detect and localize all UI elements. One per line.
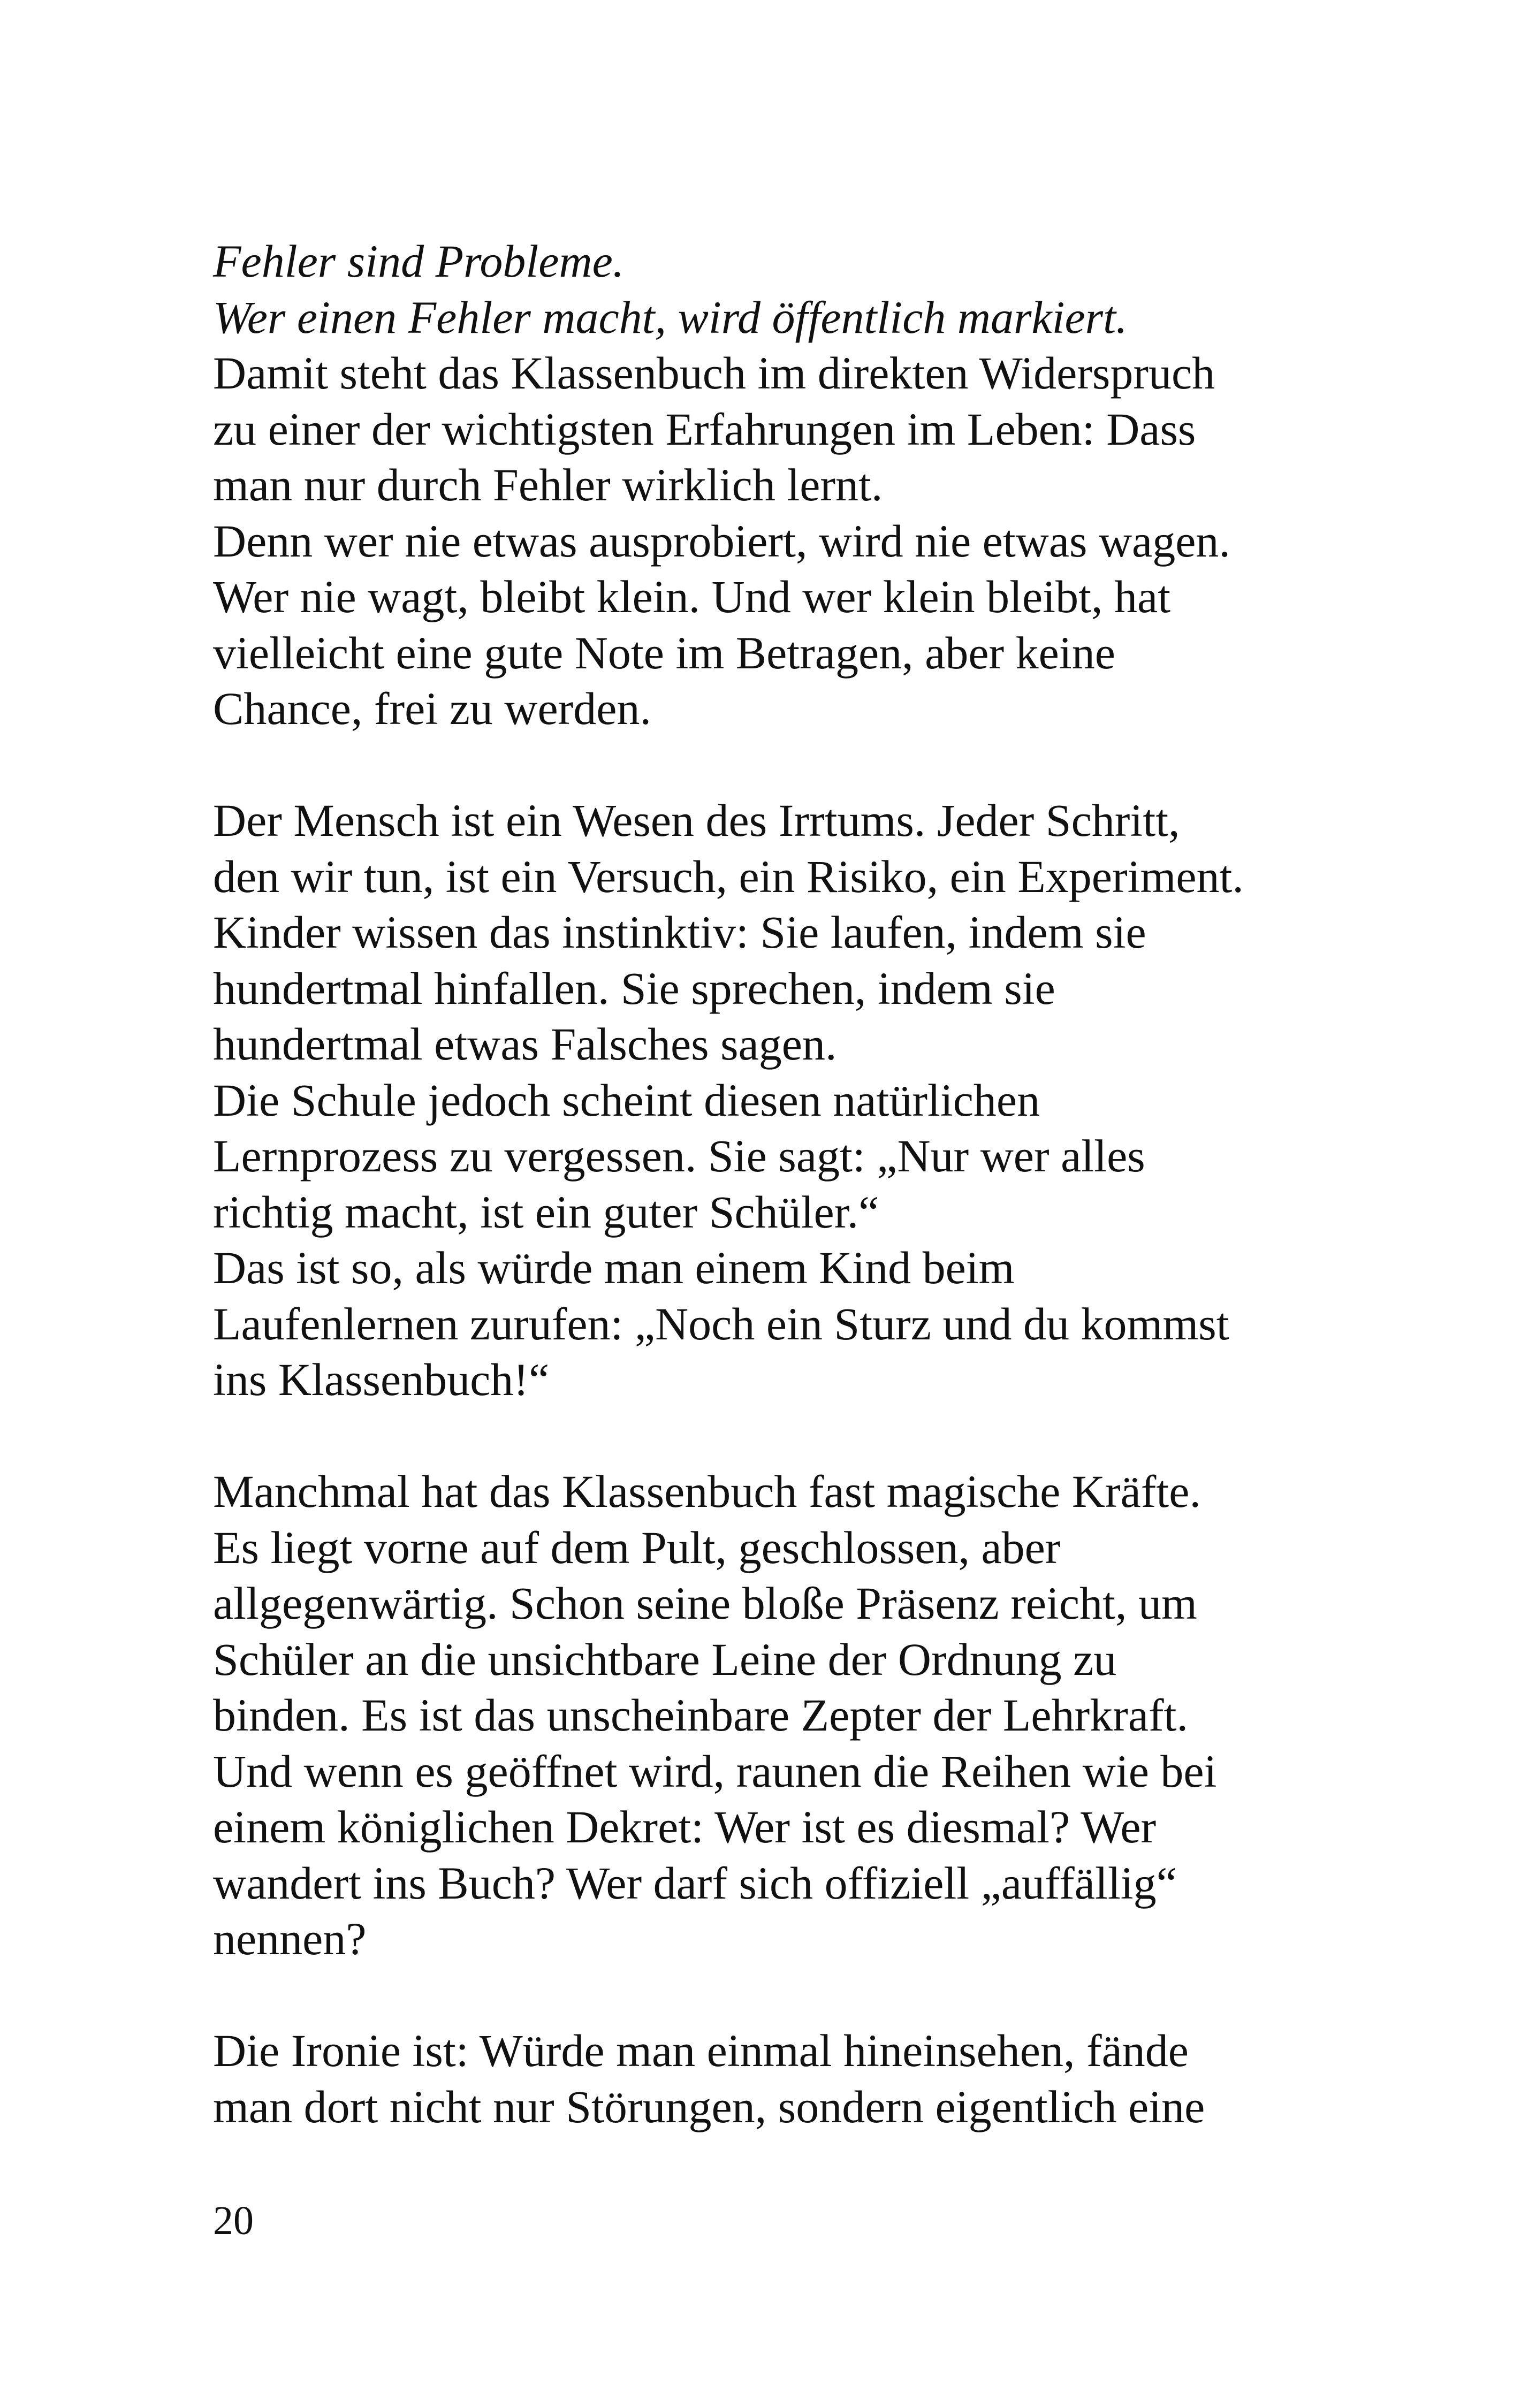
text-line: nennen? — [213, 1913, 367, 1964]
text-line: vielleicht eine gute Note im Betragen, aber keine — [213, 627, 1115, 679]
text-line: hundertmal etwas Falsches sagen. — [213, 1018, 837, 1070]
text-line: Chance, frei zu werden. — [213, 683, 651, 734]
text-line: Manchmal hat das Klassenbuch fast magische Kräfte. — [213, 1466, 1201, 1517]
text-line: den wir tun, ist ein Versuch, ein Risiko, ein Experiment. — [213, 850, 1244, 902]
text-line: Das ist so, als würde man einem Kind beim — [213, 1242, 1015, 1293]
text-line: Laufenlernen zurufen: „Noch ein Sturz und du kommst — [213, 1298, 1229, 1350]
text-line: binden. Es ist das unscheinbare Zepter der Lehrkraft. — [213, 1689, 1189, 1741]
text-line: Wer einen Fehler macht, wird öffentlich markiert. — [213, 291, 1128, 343]
text-line: Wer nie wagt, bleibt klein. Und wer klein bleibt, hat — [213, 571, 1171, 622]
text-line: zu einer der wichtigsten Erfahrungen im Leben: Dass — [213, 403, 1196, 455]
text-line: Und wenn es geöffnet wird, raunen die Reihen wie bei — [213, 1745, 1217, 1797]
body-text — [213, 233, 1337, 2135]
text-line: Der Mensch ist ein Wesen des Irrtums. Jeder Schritt, — [213, 795, 1180, 846]
text-line: einem königlichen Dekret: Wer ist es diesmal? Wer — [213, 1801, 1157, 1853]
paragraph-gap — [213, 1967, 1337, 2023]
text-line: wandert ins Buch? Wer darf sich offiziell „auffällig“ — [213, 1857, 1177, 1909]
text-line: hundertmal hinfallen. Sie sprechen, indem sie — [213, 962, 1055, 1014]
paragraph-gap — [213, 1408, 1337, 1464]
text-line: Es liegt vorne auf dem Pult, geschlossen, aber — [213, 1521, 1061, 1573]
text-line: Fehler sind Probleme. — [213, 235, 625, 287]
page-number: 20 — [213, 2198, 254, 2243]
text-line: man dort nicht nur Störungen, sondern eigentlich eine — [213, 2081, 1205, 2132]
text-line: man nur durch Fehler wirklich lernt. — [213, 459, 883, 510]
text-line: Schüler an die unsichtbare Leine der Ordnung zu — [213, 1633, 1117, 1685]
text-line: Damit steht das Klassenbuch im direkten Widerspruch — [213, 347, 1215, 399]
paragraph-gap — [213, 737, 1337, 793]
text-line: Die Ironie ist: Würde man einmal hineinsehen, fände — [213, 2025, 1189, 2076]
text-line: Lernprozess zu vergessen. Sie sagt: „Nur wer alles — [213, 1130, 1145, 1182]
text-line: allgegenwärtig. Schon seine bloße Präsenz reicht, um — [213, 1578, 1197, 1629]
text-line: ins Klassenbuch!“ — [213, 1354, 550, 1405]
text-line: Kinder wissen das instinktiv: Sie laufen, indem sie — [213, 906, 1146, 958]
text-line: Die Schule jedoch scheint diesen natürlichen — [213, 1074, 1040, 1126]
text-line: Denn wer nie etwas ausprobiert, wird nie etwas wagen. — [213, 515, 1230, 567]
text-line: richtig macht, ist ein guter Schüler.“ — [213, 1186, 879, 1238]
